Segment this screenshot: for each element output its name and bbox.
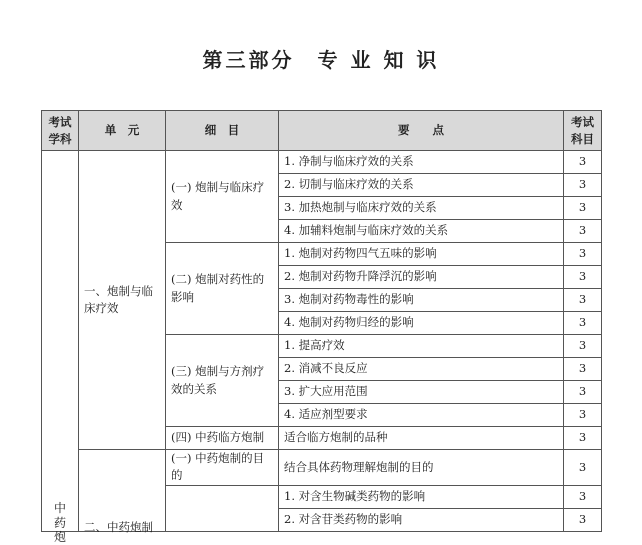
table-row xyxy=(42,450,602,486)
point-cell: 1. 对含生物碱类药物的影响 xyxy=(279,485,564,508)
point-cell: 2. 炮制对药物升降浮沉的影响 xyxy=(279,266,564,289)
item-cell: (一) 中药炮制的目的 xyxy=(166,450,279,486)
point-cell: 3. 炮制对药物毒性的影响 xyxy=(279,289,564,312)
point-cell: 2. 切制与临床疗效的关系 xyxy=(279,174,564,197)
item-cell: (一) 炮制与临床疗效 xyxy=(166,151,279,243)
item-cell: (四) 中药临方炮制 xyxy=(166,427,279,450)
score-cell: 3 xyxy=(564,174,602,197)
point-cell: 结合具体药物理解炮制的目的 xyxy=(279,450,564,486)
score-cell: 3 xyxy=(564,335,602,358)
score-cell: 3 xyxy=(564,266,602,289)
score-cell: 3 xyxy=(564,381,602,404)
unit-cell: 一、炮制与临床疗效 xyxy=(79,151,166,450)
score-cell: 3 xyxy=(564,508,602,531)
table-header-row xyxy=(42,111,602,151)
point-cell: 1. 提高疗效 xyxy=(279,335,564,358)
point-cell: 4. 加辅料炮制与临床疗效的关系 xyxy=(279,220,564,243)
point-cell: 3. 加热炮制与临床疗效的关系 xyxy=(279,197,564,220)
header-points: 要 点 xyxy=(279,111,564,151)
point-cell: 适合临方炮制的品种 xyxy=(279,427,564,450)
score-cell: 3 xyxy=(564,197,602,220)
header-subject: 考试 学科 xyxy=(42,111,79,151)
header-unit: 单 元 xyxy=(79,111,166,151)
score-cell: 3 xyxy=(564,220,602,243)
point-cell: 1. 净制与临床疗效的关系 xyxy=(279,151,564,174)
page-title: 第三部分 专 业 知 识 xyxy=(202,48,440,72)
item-cell: (二) 炮制对药性的影响 xyxy=(166,243,279,335)
point-cell: 1. 炮制对药物四气五味的影响 xyxy=(279,243,564,266)
point-cell: 4. 炮制对药物归经的影响 xyxy=(279,312,564,335)
score-cell: 3 xyxy=(564,289,602,312)
score-cell: 3 xyxy=(564,404,602,427)
score-cell: 3 xyxy=(564,358,602,381)
unit-cell xyxy=(79,450,166,535)
unit-label: 二、中药炮制 xyxy=(84,520,153,535)
item-cell: (三) 炮制与方剂疗效的关系 xyxy=(166,335,279,427)
subject-label: 中药炮 xyxy=(54,501,67,545)
point-cell: 2. 消减不良反应 xyxy=(279,358,564,381)
score-cell: 3 xyxy=(564,485,602,508)
score-cell: 3 xyxy=(564,450,602,486)
score-cell: 3 xyxy=(564,312,602,335)
item-cell xyxy=(166,485,279,531)
syllabus-table xyxy=(41,110,602,545)
score-cell: 3 xyxy=(564,243,602,266)
subject-cell xyxy=(42,151,79,545)
header-subjects-count: 考试 科目 xyxy=(564,111,602,151)
table-row xyxy=(42,151,602,174)
point-cell: 4. 适应剂型要求 xyxy=(279,404,564,427)
score-cell: 3 xyxy=(564,151,602,174)
score-cell: 3 xyxy=(564,427,602,450)
point-cell: 3. 扩大应用范围 xyxy=(279,381,564,404)
header-item: 细 目 xyxy=(166,111,279,151)
point-cell: 2. 对含苷类药物的影响 xyxy=(279,508,564,531)
